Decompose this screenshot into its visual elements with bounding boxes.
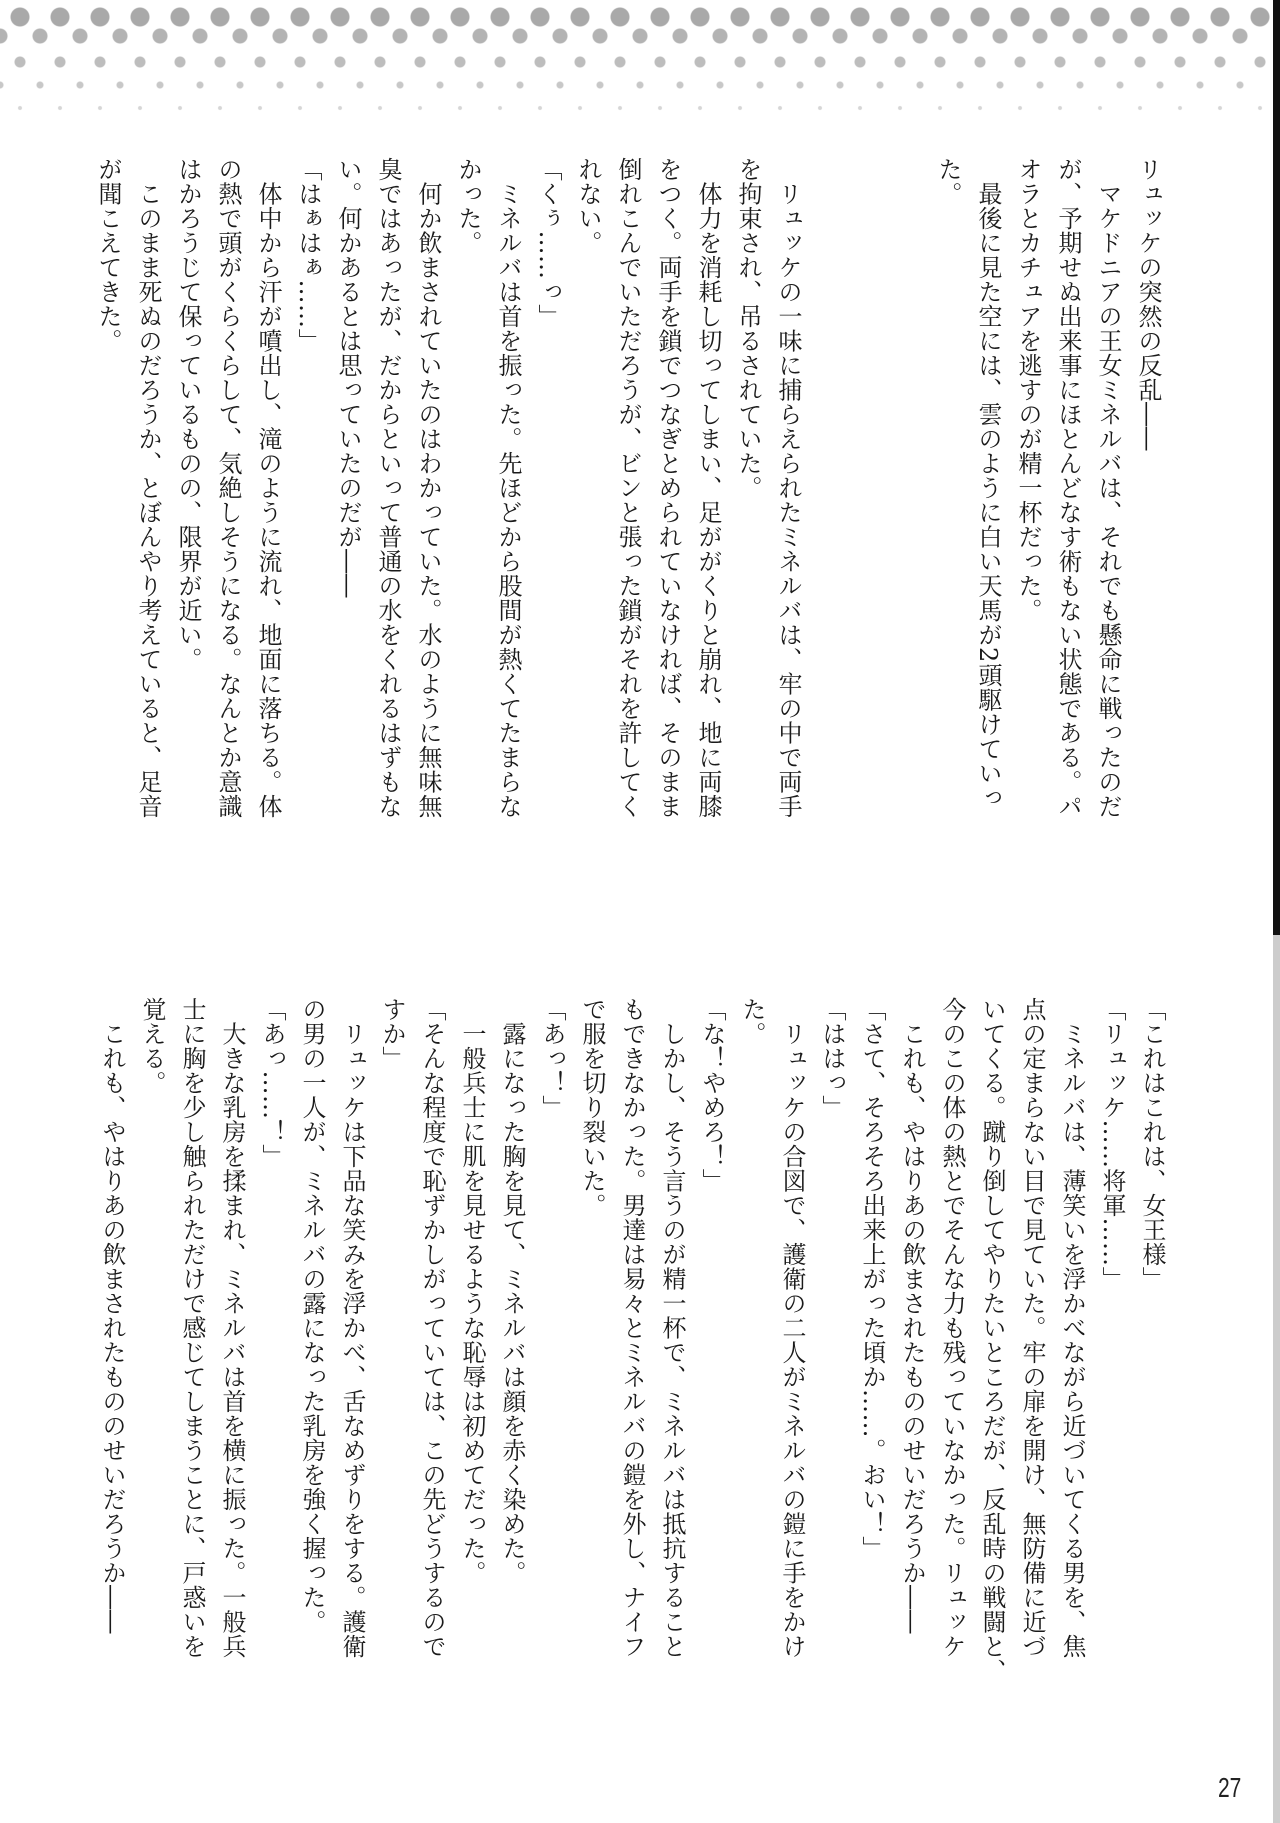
text-column: リュッケの一味に捕らえられたミネルバは、牢の中で両手	[774, 157, 802, 819]
text-column: 体力を消耗し切ってしまい、足ががくりと崩れ、地に両膝	[694, 157, 722, 819]
text-column: はかろうじて保っているものの、限界が近い。	[174, 157, 202, 672]
text-column: しかし、そう言うのが精一杯で、ミネルバは抵抗すること	[658, 997, 686, 1659]
text-column: 「な！やめろ！」	[698, 997, 726, 1193]
text-column	[808, 157, 848, 827]
text-column: 覚える。	[138, 997, 166, 1095]
text-column: 今のこの体の熱とでそんな力も残っていなかった。リュッケ	[938, 997, 966, 1659]
text-column: 倒れこんでいただろうが、ビンと張った鎖がそれを許してく	[614, 157, 642, 819]
text-column: 点の定まらない目で見ていた。牢の扉を開け、無防備に近づ	[1018, 997, 1046, 1659]
text-column: た。	[934, 157, 962, 206]
text-column: が、予期せぬ出来事にほとんどなす術もない状態である。パ	[1054, 157, 1082, 819]
text-column: 「あっ……！」	[258, 997, 286, 1169]
text-column: の熱で頭がくらくらして、気絶しそうになる。なんとか意識	[214, 157, 242, 819]
dot-row	[0, 98, 1272, 122]
text-column: い。何かあるとは思っていたのだが――	[334, 157, 362, 598]
text-column: もできなかった。男達は易々とミネルバの鎧を外し、ナイフ	[618, 997, 646, 1659]
text-column: このまま死ぬのだろうか、とぼんやり考えていると、足音	[134, 157, 162, 819]
text-column: 「そんな程度で恥ずかしがっていては、この先どうするので	[418, 997, 446, 1659]
text-column: マケドニアの王女ミネルバは、それでも懸命に戦ったのだ	[1094, 157, 1122, 819]
text-column: が聞こえてきた。	[94, 157, 122, 353]
halftone-dot-header	[0, 0, 1272, 135]
scan-edge	[1273, 0, 1280, 935]
text-column: 「リュッケ……将軍……」	[1098, 997, 1126, 1291]
text-column: 「はぁはぁ……」	[294, 157, 322, 353]
scan-edge	[1273, 935, 1280, 1823]
text-column: いてくる。蹴り倒してやりたいところだが、反乱時の戦闘と、	[978, 997, 1006, 1683]
text-column: 体中から汗が噴出し、滝のように流れ、地面に落ちる。体	[254, 157, 282, 819]
text-column: 「これはこれは、女王様」	[1138, 997, 1166, 1291]
text-column: で服を切り裂いた。	[578, 997, 606, 1218]
text-column: 「さて、そろそろ出来上がった頃か……。おい！」	[858, 997, 886, 1561]
text-column: を拘束され、吊るされていた。	[734, 157, 762, 500]
text-column: 大きな乳房を揉まれ、ミネルバは首を横に振った。一般兵	[218, 997, 246, 1659]
text-column: これも、やはりあの飲まされたもののせいだろうか――	[98, 997, 126, 1634]
text-column: 士に胸を少し触られただけで感じてしまうことに、戸惑いを	[178, 997, 206, 1659]
text-column: リュッケの合図で、護衛の二人がミネルバの鎧に手をかけ	[778, 997, 806, 1659]
text-column: リュッケは下品な笑みを浮かべ、舌なめずりをする。護衛	[338, 997, 366, 1659]
text-column: れない。	[574, 157, 602, 255]
text-column: をつく。両手を鎖でつなぎとめられていなければ、そのまま	[654, 157, 682, 819]
text-column: 臭ではあったが、だからといって普通の水をくれるはずもな	[374, 157, 402, 819]
text-block-bottom	[92, 997, 1172, 1683]
text-column: すか」	[378, 997, 406, 1071]
text-column: 何か飲まされていたのはわかっていた。水のように無味無	[414, 157, 442, 819]
text-column	[888, 157, 928, 827]
text-column: 「あっ！」	[538, 997, 566, 1120]
text-column: の男の一人が、ミネルバの露になった乳房を強く握った。	[298, 997, 326, 1634]
text-column: 「ははっ」	[818, 997, 846, 1120]
text-column: ミネルバは首を振った。先ほどから股間が熱くてたまらな	[494, 157, 522, 819]
text-column: 最後に見た空には、雲のように白い天馬が2頭駆けていっ	[974, 157, 1002, 810]
text-column: これも、やはりあの飲まされたもののせいだろうか――	[898, 997, 926, 1634]
text-column: 「くぅ……っ」	[534, 157, 562, 329]
text-column: た。	[738, 997, 766, 1046]
text-column: 露になった胸を見て、ミネルバは顔を赤く染めた。	[498, 997, 526, 1585]
text-column: リュッケの突然の反乱――	[1134, 157, 1162, 451]
text-column: オラとカチュアを逃すのが精一杯だった。	[1014, 157, 1042, 623]
page-number: 27	[1218, 1772, 1242, 1803]
dot-row	[0, 74, 1272, 100]
text-column: かった。	[454, 157, 482, 255]
text-column: 一般兵士に肌を見せるような恥辱は初めてだった。	[458, 997, 486, 1585]
text-block-top	[88, 157, 1168, 827]
text-column: ミネルバは、薄笑いを浮かべながら近づいてくる男を、焦	[1058, 997, 1086, 1659]
text-column	[848, 157, 888, 827]
